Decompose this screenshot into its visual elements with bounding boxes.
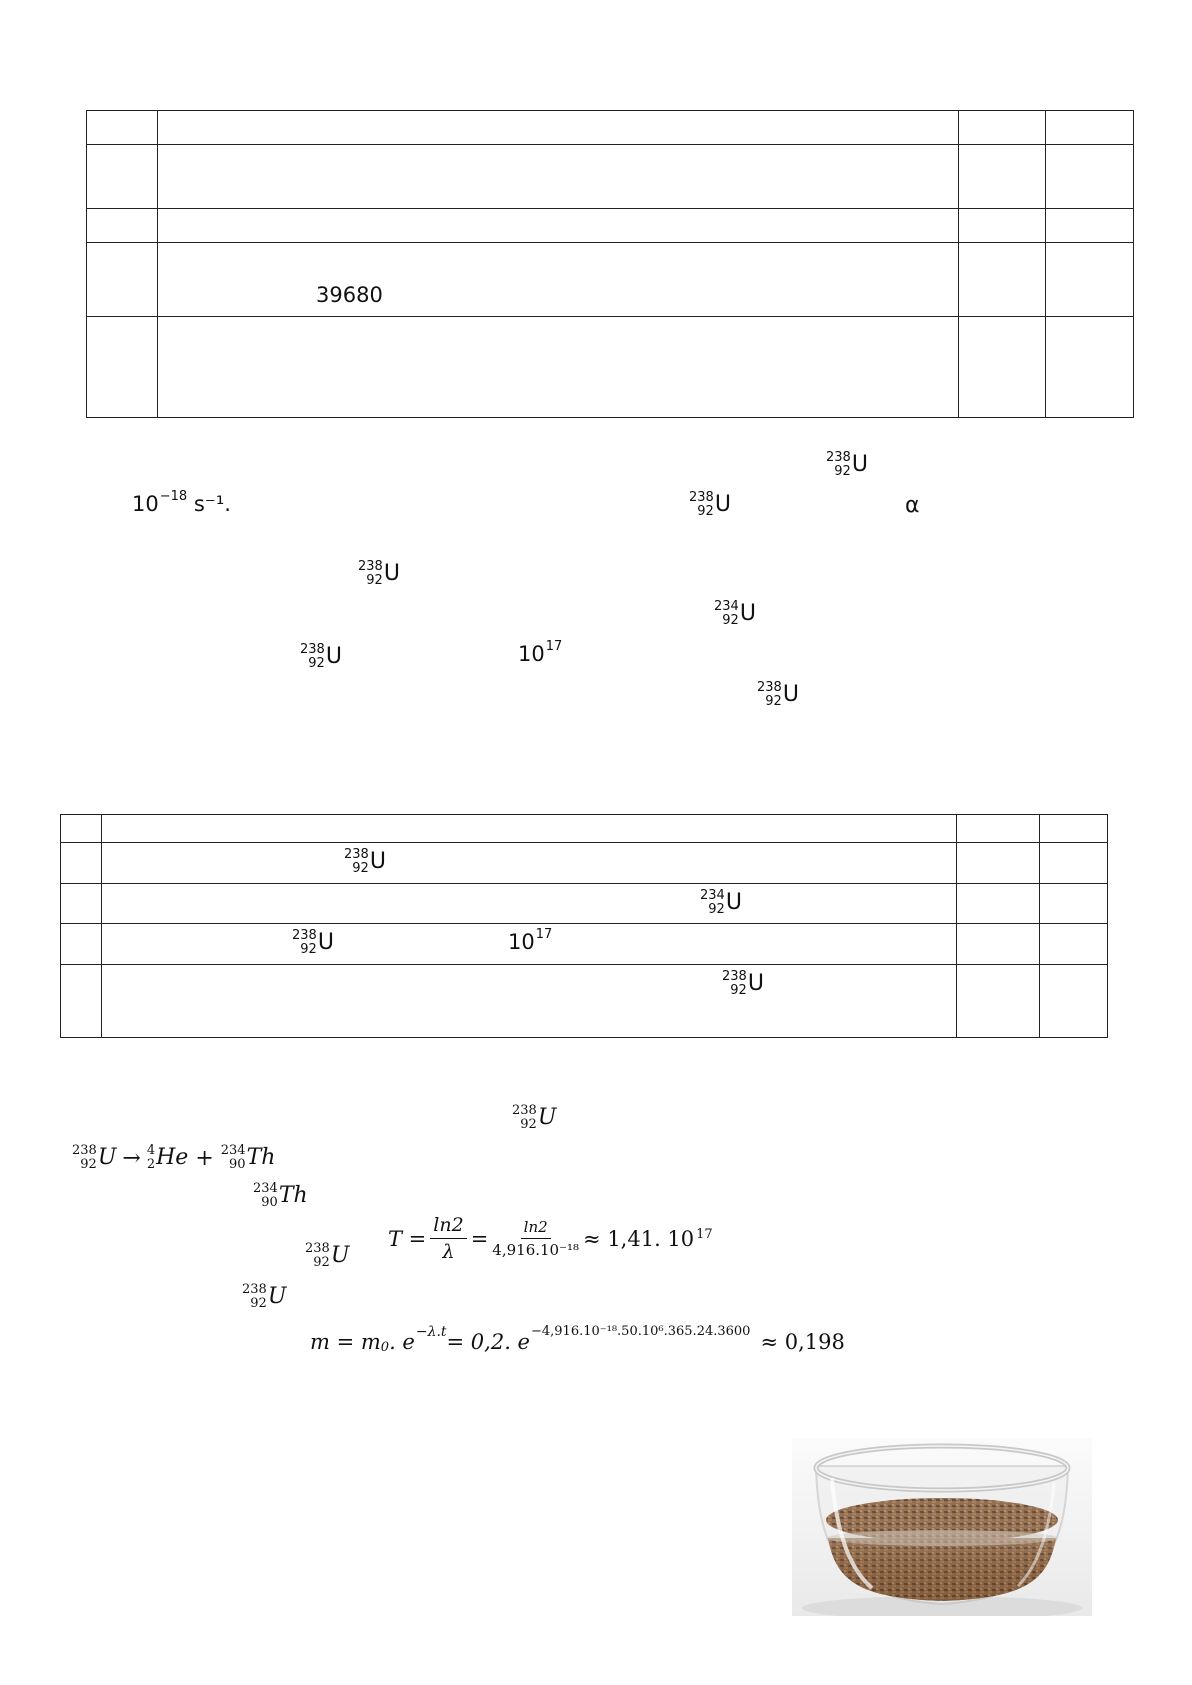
nuclide-u238: 238 92 U — [292, 928, 334, 957]
table-cell — [957, 843, 1040, 884]
half-life-formula: T = $\frac{\ln 2}{\lambda}$ = $\frac{\ln 2}{\text{4,916.10⁻¹⁸}}$ ≈ 1,41. 10 $^{17}$ — [388, 1214, 713, 1263]
decay-constant: 10 $^{-18}$ s⁻¹. — [132, 489, 231, 516]
nuclide-u238: 238 92 U — [242, 1282, 287, 1311]
nuclide-u238: 238 92 U — [344, 847, 386, 876]
table-cell — [959, 317, 1046, 418]
nuclide-th234: 234 90 Th — [253, 1181, 308, 1210]
table-cell — [959, 209, 1046, 243]
table-cell — [1046, 111, 1134, 145]
nuclide-u238: 238 92 U — [757, 680, 799, 709]
table-cell — [1040, 965, 1108, 1038]
table-cell — [158, 243, 959, 317]
table-cell — [957, 884, 1040, 924]
table-cell — [61, 965, 102, 1038]
table-cell — [102, 884, 957, 924]
table-cell — [61, 815, 102, 843]
power-of-ten: 10 $^{17}$ — [518, 639, 563, 666]
table-cell — [1040, 924, 1108, 965]
power-of-ten: 10 $^{17}$ — [508, 927, 553, 954]
table-cell — [1046, 209, 1134, 243]
table-cell — [158, 317, 959, 418]
table-cell — [158, 111, 959, 145]
table-cell — [959, 145, 1046, 209]
table-cell — [959, 243, 1046, 317]
photo-seed-bowl — [792, 1438, 1092, 1616]
table-cell — [87, 145, 158, 209]
table-cell — [959, 111, 1046, 145]
table-value: 39680 — [316, 283, 383, 307]
nuclide-u238: 238 92 U — [722, 969, 764, 998]
table-cell — [87, 111, 158, 145]
fraction: $\frac{\ln 2}{\lambda}$ — [430, 1214, 466, 1263]
nuclide-u234: 234 92 U — [714, 599, 756, 628]
table-cell — [957, 965, 1040, 1038]
table-cell — [1040, 884, 1108, 924]
nuclide-u238: 238 92 U — [689, 490, 731, 519]
question-table — [60, 814, 1108, 1038]
table-cell — [957, 924, 1040, 965]
table-cell — [87, 209, 158, 243]
nuclide-u238: 238 92 U — [300, 642, 342, 671]
table-cell — [87, 243, 158, 317]
table-cell — [1046, 145, 1134, 209]
table-cell — [1040, 815, 1108, 843]
nuclide-u238: 238 92 U — [826, 450, 868, 479]
nuclide-u234: 234 92 U — [700, 888, 742, 917]
table-cell — [102, 815, 957, 843]
nuclide-u238: 238 92 U — [512, 1103, 557, 1132]
nuclide-u238: 238 92 U — [305, 1241, 350, 1270]
table-cell — [102, 843, 957, 884]
table-cell — [102, 965, 957, 1038]
table-cell — [102, 924, 957, 965]
fraction: $\frac{\ln 2}{\text{4,916.10⁻¹⁸}}$ — [492, 1218, 580, 1259]
table-cell — [61, 924, 102, 965]
table-cell — [957, 815, 1040, 843]
decay-equation: 238 92 U → 4 2 He + 234 90 Th — [72, 1143, 276, 1172]
mass-formula: m = m $_0$ . e $^{-\lambda.t}$ = 0,2. e $^{-4,916.10^{-18}.50.10^6.365.24.3600}$ ≈ 0,198 — [310, 1324, 845, 1355]
table-cell — [1040, 843, 1108, 884]
table-cell — [61, 884, 102, 924]
table-cell — [1046, 243, 1134, 317]
table-cell — [1046, 317, 1134, 418]
table-cell — [158, 209, 959, 243]
top-table — [86, 110, 1134, 418]
nuclide-u238: 238 92 U — [358, 559, 400, 588]
table-cell — [158, 145, 959, 209]
alpha-symbol: α — [905, 493, 920, 518]
seed-bowl-illustration — [792, 1438, 1092, 1616]
table-cell — [61, 843, 102, 884]
table-cell — [87, 317, 158, 418]
